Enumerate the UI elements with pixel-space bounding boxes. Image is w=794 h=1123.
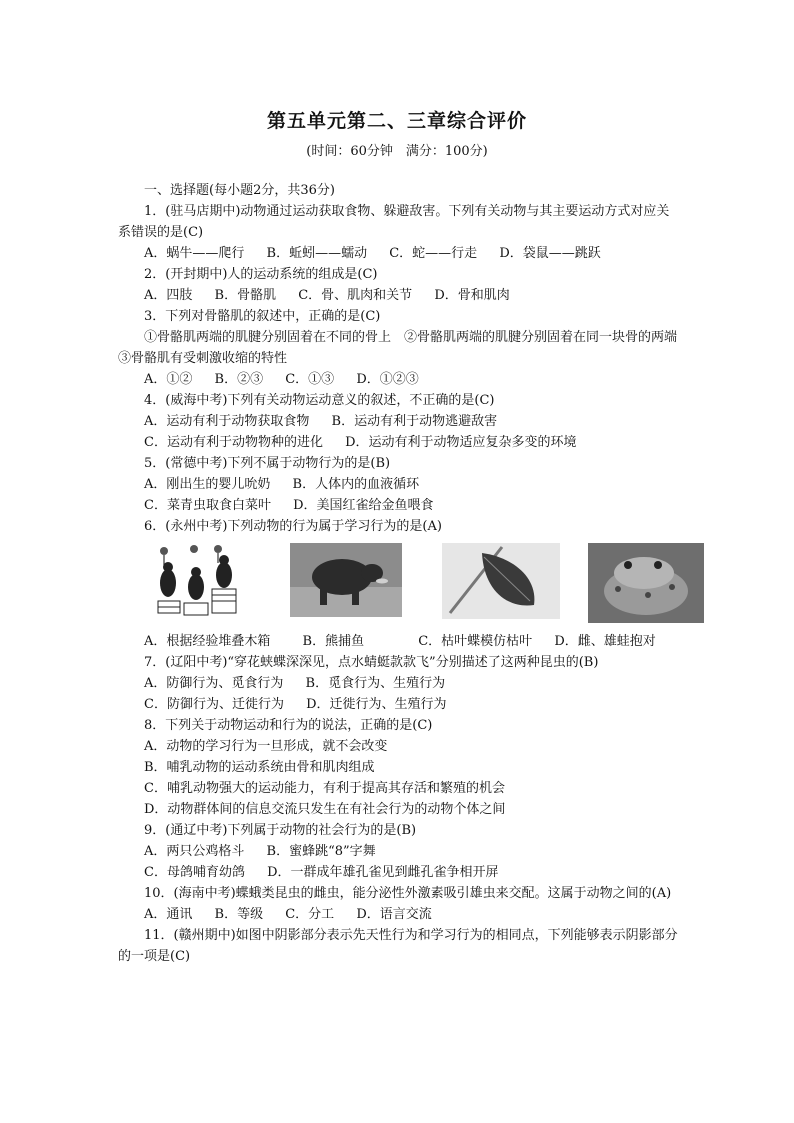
image-monkeys-boxes [152,543,242,619]
option-c: C．分工 [285,907,335,922]
option-c: C．①③ [285,372,335,387]
question-6-images [118,543,678,631]
option-d: D．①②③ [356,372,419,387]
option-d: D．语言交流 [356,907,432,922]
option-c: C．防御行为、迁徙行为 [144,697,284,712]
option-b: B．蚯蚓——蠕动 [266,246,368,261]
question-10-stem: 10．(海南中考)蝶蛾类昆虫的雌虫，能分泌性外激素吸引雄虫来交配。这属于动物之间的(A) [144,886,672,901]
question-3-options [118,369,678,390]
option-d: D．美国红雀给金鱼喂食 [293,498,434,513]
question-5-options-row2 [118,495,678,516]
option-a: A．动物的学习行为一旦形成，就不会改变 [144,739,388,754]
question-5-stem: 5．(常德中考)下列不属于动物行为的是(B) [144,456,391,471]
option-a: A．防御行为、觅食行为 [144,676,284,691]
question-9-options-row1 [118,841,678,862]
option-c: C．母鸽哺育幼鸽 [144,865,245,880]
option-d: D．动物群体间的信息交流只发生在有社会行为的动物个体之间 [144,802,506,817]
option-d: D．运动有利于动物适应复杂多变的环境 [345,435,577,450]
option-c: C．枯叶蝶模仿枯叶 [418,634,533,649]
option-c: C．骨、肌肉和关节 [298,288,413,303]
option-d: D．一群成年雄孔雀见到雌孔雀争相开屏 [267,865,499,880]
question-1-options [118,243,678,264]
question-7-stem: 7．(辽阳中考)“穿花蛱蝶深深见，点水蜻蜓款款飞”分别描述了这两种昆虫的(B) [144,655,599,670]
page-subtitle: (时间：60分钟 满分：100分) [306,144,488,159]
page-title: 第五单元第二、三章综合评价 [266,110,527,132]
option-b: B．②③ [214,372,264,387]
option-a: A．两只公鸡格斗 [144,844,245,859]
option-d: D．袋鼠——跳跃 [499,246,601,261]
image-leaf-butterfly [442,543,560,619]
question-7-options-row1 [118,673,678,694]
option-a: A．刚出生的婴儿吮奶 [144,477,271,492]
option-b: B．熊捕鱼 [302,634,365,649]
question-4-options-row2 [118,432,678,453]
option-c: C．运动有利于动物物种的进化 [144,435,323,450]
option-d: D．骨和肌肉 [434,288,510,303]
question-4-stem: 4．(威海中考)下列有关动物运动意义的叙述，不正确的是(C) [144,393,495,408]
option-d: D．迁徙行为、生殖行为 [306,697,447,712]
option-a: A．四肢 [144,288,193,303]
option-b: B．骨骼肌 [214,288,277,303]
option-b: B．运动有利于动物逃避敌害 [331,414,498,429]
question-1-stem: 1．(驻马店期中)动物通过运动获取食物、躲避敌害。下列有关动物与其主要运动方式对应关系错误的是(C) [118,204,670,240]
question-content [118,180,691,967]
option-c: C．蛇——行走 [389,246,478,261]
option-d: D．雌、雄蛙抱对 [554,634,656,649]
question-6-options [118,631,678,652]
option-c: C．哺乳动物强大的运动能力，有利于提高其存活和繁殖的机会 [144,781,505,796]
question-6-stem: 6．(永州中考)下列动物的行为属于学习行为的是(A) [144,519,442,534]
question-8-stem: 8．下列关于动物运动和行为的说法，正确的是(C) [144,718,433,733]
question-9-stem: 9．(通辽中考)下列属于动物的社会行为的是(B) [144,823,417,838]
image-frogs [588,543,704,623]
option-a: A．根据经验堆叠木箱 [144,634,271,649]
question-3-stem: 3．下列对骨骼肌的叙述中，正确的是(C) [144,309,381,324]
option-a: A．通讯 [144,907,193,922]
question-10-options [118,904,678,925]
option-b: B．蜜蜂跳“8”字舞 [266,844,376,859]
question-2-options [118,285,678,306]
question-2-stem: 2．(开封期中)人的运动系统的组成是(C) [144,267,378,282]
option-b: B．觅食行为、生殖行为 [305,676,446,691]
option-b: B．人体内的血液循环 [292,477,420,492]
question-9-options-row2 [118,862,678,883]
question-11-stem: 11．(赣州期中)如图中阴影部分表示先天性行为和学习行为的相同点，下列能够表示阴影部分的一项是(C) [118,928,678,964]
section-heading: 一、选择题(每小题2分，共36分) [144,183,335,198]
option-c: C．菜青虫取食白菜叶 [144,498,271,513]
option-a: A．①② [144,372,193,387]
option-b: B．哺乳动物的运动系统由骨和肌肉组成 [144,760,375,775]
question-4-options-row1 [118,411,678,432]
image-bear-fishing [290,543,402,617]
option-a: A．运动有利于动物获取食物 [144,414,310,429]
question-5-options-row1 [118,474,678,495]
option-a: A．蜗牛——爬行 [144,246,245,261]
option-b: B．等级 [214,907,264,922]
question-3-statements: ①骨骼肌两端的肌腱分别固着在不同的骨上 ②骨骼肌两端的肌腱分别固着在同一块骨的两端 ③骨骼肌有受刺激收缩的特性 [118,330,691,366]
question-7-options-row2 [118,694,678,715]
